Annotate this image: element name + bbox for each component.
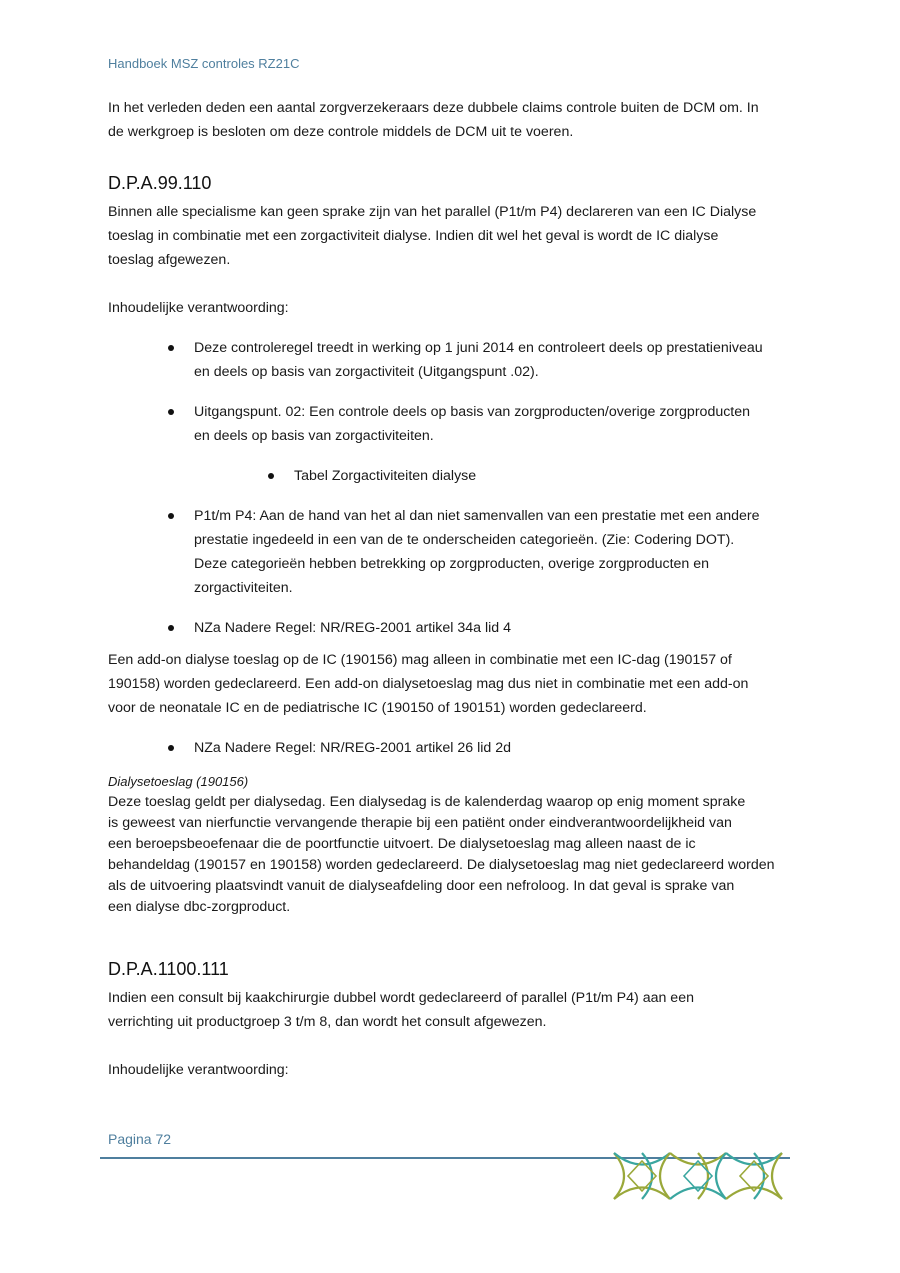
bullet-dot-icon — [168, 625, 174, 631]
section-2-description: Indien een consult bij kaakchirurgie dubbel wordt gedeclareerd of parallel (P1t/m P4) aan een verrichting uit productgroep 3 t/m 8, dan wordt het consult afgewezen. — [108, 990, 694, 1030]
section-1-description — [108, 200, 798, 272]
interlocking-arcs-icon — [612, 1151, 792, 1201]
list-item: Uitgangspunt. 02: Een controle deels op basis van zorgproducten/overige zorgproducten en deels op basis van zorgactiviteiten. — [108, 400, 798, 448]
list-item: Deze controleregel treedt in werking op 1 juni 2014 en controleert deels op prestatieniveau en deels op basis van zorgactiviteit (Uitgangspunt .02). — [108, 336, 798, 384]
list-item: NZa Nadere Regel: NR/REG-2001 artikel 34a lid 4 — [108, 616, 798, 640]
description-line: toeslag afgewezen. — [108, 252, 231, 268]
bullet-dot-icon — [168, 513, 174, 519]
list-item: NZa Nadere Regel: NR/REG-2001 artikel 26 lid 2d — [108, 736, 798, 760]
section-1-code: D.P.A.99.110 — [108, 173, 212, 193]
intro-paragraph — [108, 96, 798, 144]
section-1-answer-label: Inhoudelijke verantwoording: — [108, 300, 289, 316]
list-item: P1t/m P4: Aan de hand van het al dan niet samenvallen van een prestatie met een andere prestatie ingedeeld in een van de te onderscheiden categorieën. (Zie: Codering DOT). Deze categorieën hebben betrekking op zorgproducten, overige zorgproducten en zorgactiviteiten. — [108, 504, 798, 600]
bullet-dot-icon — [268, 473, 274, 479]
bullet-dot-icon — [168, 345, 174, 351]
running-header: Handboek MSZ controles RZ21C — [108, 56, 300, 71]
section-2-answer-label: Inhoudelijke verantwoording: — [108, 1062, 289, 1078]
toeslag-paragraph: Deze toeslag geldt per dialysedag. Een dialysedag is de kalenderdag waarop op enig moment sprake is geweest van nierfunctie vervangende therapie bij een patiënt onder eindverantwoordelijkheid van een beroepsbeoefenaar die de poortfunctie uitvoert. De dialysetoeslag mag alleen naast de ic behandeldag (190157 en 190158) worden gedeclareerd. De dialysetoeslag mag niet gedeclareerd worden als de uitvoering plaatsvindt vanuit de dialyseafdeling door een nefroloog. In dat geval is sprake van een dialyse dbc-zorgproduct. — [108, 794, 775, 915]
page-content — [108, 96, 798, 1082]
description-line: toeslag in combinatie met een zorgactiviteit dialyse. Indien dit wel het geval is wordt de IC dialyse — [108, 228, 719, 244]
addon-bullet-list — [108, 736, 798, 760]
dialysetoeslag-subheading: Dialysetoeslag (190156) — [108, 774, 249, 789]
section-2-code: D.P.A.1100.111 — [108, 959, 229, 979]
addon-paragraph: Een add-on dialyse toeslag op de IC (190156) mag alleen in combinatie met een IC-dag (190157 of 190158) worden gedeclareerd. Een add-on dialysetoeslag mag dus niet in combinatie met een add-on voor de neonatale IC en de pediatrische IC (190150 of 190151) worden gedeclareerd. — [108, 652, 749, 716]
section-1-heading-block — [108, 170, 798, 196]
intro-line: de werkgroep is besloten om deze controle middels de DCM uit te voeren. — [108, 124, 574, 140]
intro-line: In het verleden deden een aantal zorgverzekeraars deze dubbele claims controle buiten de DCM om. In — [108, 100, 759, 116]
section-1-bullet-list — [108, 336, 798, 640]
list-item-sub: Tabel Zorgactiviteiten dialyse — [108, 464, 798, 488]
bullet-dot-icon — [168, 409, 174, 415]
description-line: Binnen alle specialisme kan geen sprake zijn van het parallel (P1t/m P4) declareren van een IC Dialyse — [108, 204, 757, 220]
page-number: Pagina 72 — [108, 1131, 172, 1147]
section-2-heading-block — [108, 956, 798, 982]
bullet-dot-icon — [168, 745, 174, 751]
